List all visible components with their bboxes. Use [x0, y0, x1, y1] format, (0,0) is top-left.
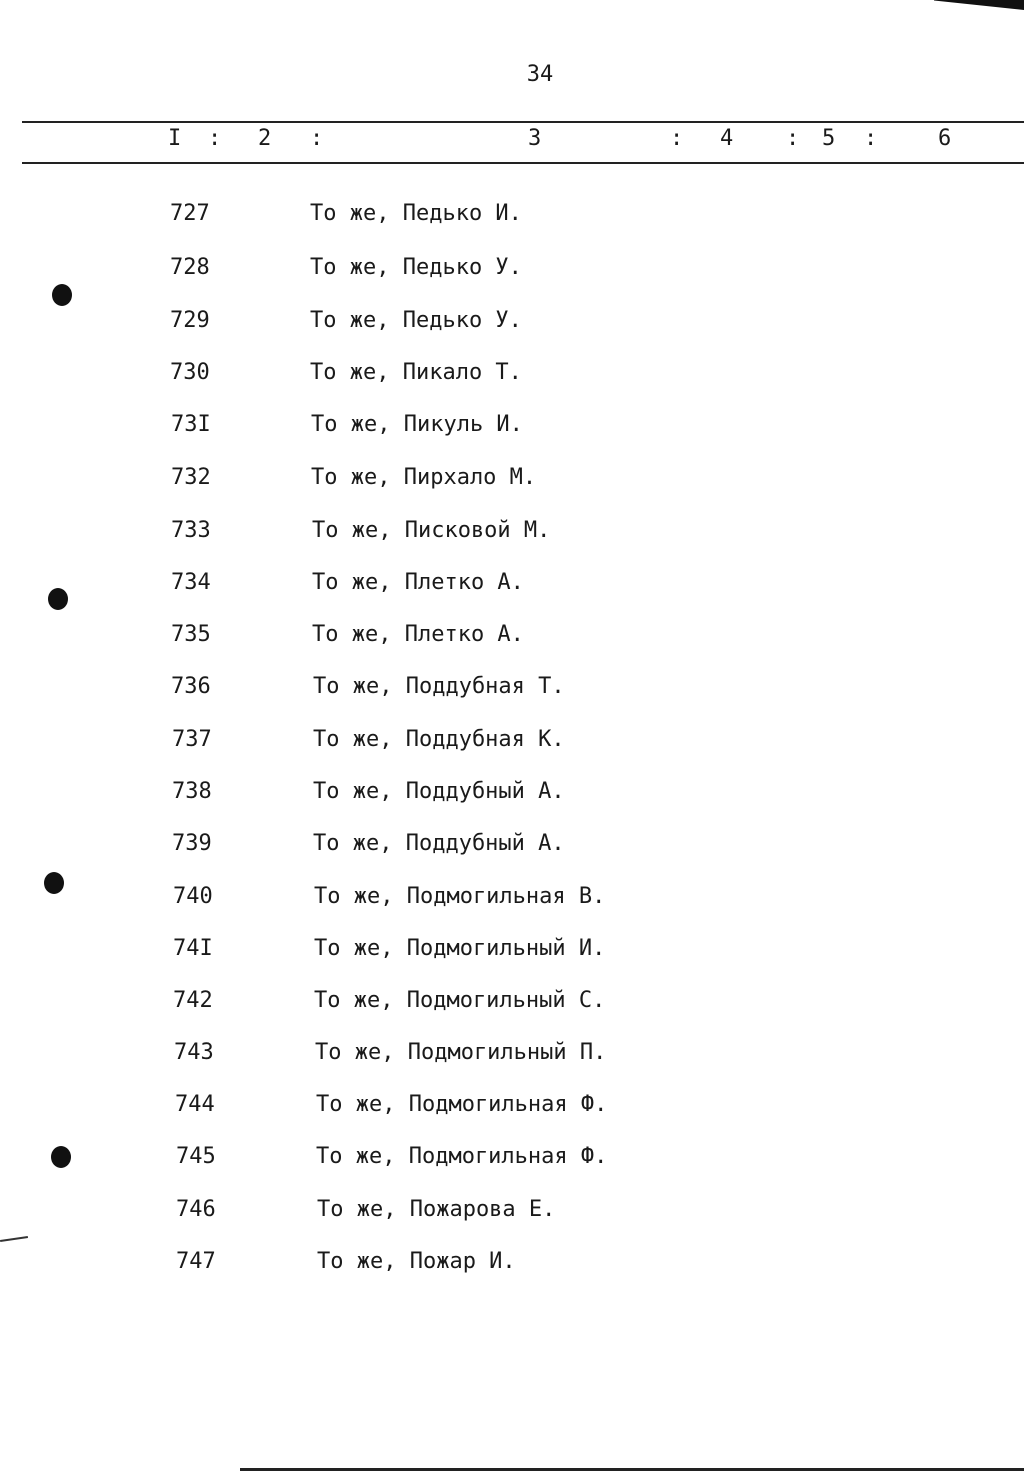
record-number: 735 [171, 622, 211, 647]
header-top-rule [22, 121, 1024, 123]
record-text: То же, Педько У. [310, 308, 522, 333]
table-row [0, 727, 1024, 767]
table-row [0, 831, 1024, 871]
record-text: То же, Плетко А. [312, 622, 524, 647]
record-number: 738 [172, 779, 212, 804]
column-1-header: I [168, 126, 182, 151]
table-row [0, 570, 1024, 610]
column-separator: : [310, 126, 324, 151]
record-number: 730 [170, 360, 210, 385]
record-text: То же, Пикало Т. [310, 360, 522, 385]
punch-hole-mark [48, 588, 68, 610]
column-2-header: 2 [258, 126, 272, 151]
column-separator: : [670, 126, 684, 151]
punch-hole-mark [52, 284, 72, 306]
table-row [0, 360, 1024, 400]
record-number: 742 [173, 988, 213, 1013]
record-number: 733 [171, 518, 211, 543]
record-number: 745 [176, 1144, 216, 1169]
record-number: 743 [174, 1040, 214, 1065]
table-row [0, 988, 1024, 1028]
table-row [0, 201, 1024, 241]
record-text: То же, Пожар И. [317, 1249, 516, 1274]
record-number: 746 [176, 1197, 216, 1222]
table-row [0, 308, 1024, 348]
record-text: То же, Подмогильный И. [314, 936, 606, 961]
column-3-header: 3 [528, 126, 542, 151]
record-number: 736 [171, 674, 211, 699]
record-text: То же, Педько И. [310, 201, 522, 226]
record-number: 744 [175, 1092, 215, 1117]
column-4-header: 4 [720, 126, 734, 151]
punch-hole-mark [51, 1146, 71, 1168]
column-separator: : [786, 126, 800, 151]
table-row [0, 936, 1024, 976]
table-row [0, 255, 1024, 295]
record-text: То же, Подмогильный П. [315, 1040, 607, 1065]
record-text: То же, Писковой М. [312, 518, 551, 543]
record-text: То же, Подмогильная Ф. [316, 1092, 608, 1117]
corner-scan-mark [934, 0, 1024, 10]
record-text: То же, Подмогильный С. [314, 988, 606, 1013]
record-text: То же, Подмогильная В. [314, 884, 606, 909]
record-text: То же, Пирхало М. [311, 465, 537, 490]
table-row [0, 779, 1024, 819]
column-5-header: 5 [822, 126, 836, 151]
table-row [0, 674, 1024, 714]
table-row [0, 1040, 1024, 1080]
table-header [0, 126, 1024, 156]
record-text: То же, Поддубная К. [313, 727, 565, 752]
record-number: 732 [171, 465, 211, 490]
table-row [0, 1144, 1024, 1184]
record-number: 727 [170, 201, 210, 226]
record-text: То же, Пикуль И. [311, 412, 523, 437]
column-separator: : [864, 126, 878, 151]
record-number: 737 [172, 727, 212, 752]
bottom-edge-line [240, 1468, 1024, 1471]
column-separator: : [208, 126, 222, 151]
record-number: 740 [173, 884, 213, 909]
record-number: 74I [173, 936, 213, 961]
record-text: То же, Подмогильная Ф. [316, 1144, 608, 1169]
record-number: 734 [171, 570, 211, 595]
record-number: 747 [176, 1249, 216, 1274]
table-row [0, 412, 1024, 452]
table-row [0, 465, 1024, 505]
table-row [0, 1197, 1024, 1237]
column-6-header: 6 [938, 126, 952, 151]
record-text: То же, Поддубная Т. [313, 674, 565, 699]
page-number: 34 [526, 62, 554, 87]
record-text: То же, Поддубный А. [313, 831, 565, 856]
table-row [0, 518, 1024, 558]
record-number: 729 [170, 308, 210, 333]
table-row [0, 884, 1024, 924]
record-text: То же, Педько У. [310, 255, 522, 280]
table-row [0, 622, 1024, 662]
record-number: 728 [170, 255, 210, 280]
record-number: 739 [172, 831, 212, 856]
record-text: То же, Поддубный А. [313, 779, 565, 804]
record-text: То же, Пожарова Е. [317, 1197, 556, 1222]
record-number: 73I [171, 412, 211, 437]
record-text: То же, Плетко А. [312, 570, 524, 595]
header-bottom-rule [22, 162, 1024, 164]
punch-hole-mark [44, 872, 64, 894]
table-row [0, 1092, 1024, 1132]
table-row [0, 1249, 1024, 1289]
